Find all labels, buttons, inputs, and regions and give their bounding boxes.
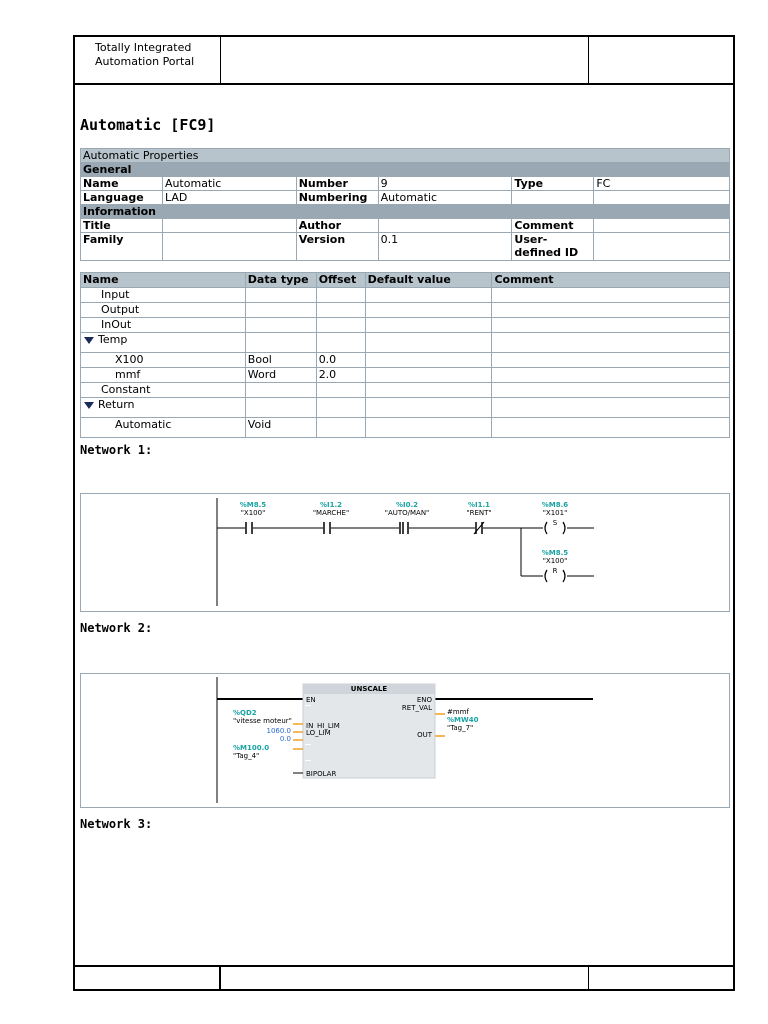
language-label: Language bbox=[81, 191, 163, 205]
network-1-diagram[interactable] bbox=[80, 493, 730, 612]
general-section-title: General bbox=[81, 163, 730, 177]
user-defined-id-label: User-defined ID bbox=[512, 233, 594, 261]
version-value: 0.1 bbox=[378, 233, 512, 261]
network-1-title: Network 1: bbox=[80, 443, 153, 457]
header-app-name bbox=[75, 37, 221, 83]
network-2-diagram[interactable] bbox=[80, 673, 730, 808]
footer-right-cell bbox=[589, 967, 733, 989]
row-default bbox=[365, 383, 492, 398]
block-title: Automatic [FC9] bbox=[80, 116, 216, 134]
row-offset: 0.0 bbox=[316, 353, 365, 368]
name-label: Name bbox=[81, 177, 163, 191]
hi-lim-value: 1060.0 bbox=[266, 727, 291, 735]
row-comment bbox=[492, 398, 730, 418]
contact-1-tag: "X100" bbox=[240, 509, 266, 517]
family-value bbox=[162, 233, 296, 261]
network-2-title: Network 2: bbox=[80, 621, 153, 635]
row-comment bbox=[492, 318, 730, 333]
ret-val-tag: #mmf bbox=[447, 708, 469, 716]
pin-slot bbox=[305, 760, 311, 761]
pin-bipolar: BIPOLAR bbox=[306, 770, 337, 778]
contact-3-address: %I0.2 bbox=[395, 501, 419, 509]
row-name: Input bbox=[81, 288, 246, 303]
in-tag: "vitesse moteur" bbox=[233, 717, 292, 725]
unscale-block[interactable] bbox=[303, 684, 435, 778]
row-default bbox=[365, 368, 492, 383]
page-header bbox=[75, 37, 733, 85]
page-footer bbox=[75, 965, 733, 989]
row-comment bbox=[492, 288, 730, 303]
row-default bbox=[365, 333, 492, 353]
row-offset bbox=[316, 398, 365, 418]
row-default bbox=[365, 418, 492, 438]
footer-left-cell bbox=[75, 967, 221, 989]
row-name: Temp bbox=[98, 333, 128, 346]
contact-nc-rent[interactable] bbox=[466, 501, 491, 534]
contact-2-tag: "MARCHE" bbox=[312, 509, 350, 517]
network-2-ladder bbox=[81, 674, 731, 809]
table-row bbox=[81, 368, 730, 383]
properties-section-title: Automatic Properties bbox=[81, 149, 730, 163]
pin-out: OUT bbox=[417, 731, 432, 739]
pin-hi-lim: HI_LIM bbox=[317, 722, 340, 730]
out-tag: "Tag_7" bbox=[447, 724, 474, 732]
row-offset: 2.0 bbox=[316, 368, 365, 383]
pin-slot bbox=[305, 744, 311, 745]
row-comment bbox=[492, 303, 730, 318]
coil-2-tag: "X100" bbox=[542, 557, 568, 565]
coil-reset-x100[interactable] bbox=[542, 549, 569, 582]
row-comment bbox=[492, 368, 730, 383]
contact-1-address: %M8.5 bbox=[239, 501, 267, 509]
row-type: Bool bbox=[245, 353, 316, 368]
row-name: Return bbox=[98, 398, 135, 411]
title-label: Title bbox=[81, 219, 163, 233]
row-type: Void bbox=[245, 418, 316, 438]
row-offset bbox=[316, 318, 365, 333]
col-header-name: Name bbox=[81, 273, 246, 288]
contact-no-marche[interactable] bbox=[313, 501, 349, 534]
row-default bbox=[365, 288, 492, 303]
row-type bbox=[245, 333, 316, 353]
row-name-temp bbox=[81, 333, 246, 353]
pin-ret-val: RET_VAL bbox=[401, 704, 432, 712]
family-label: Family bbox=[81, 233, 163, 261]
empty-cell bbox=[594, 191, 730, 205]
number-label: Number bbox=[296, 177, 378, 191]
row-default bbox=[365, 303, 492, 318]
row-offset bbox=[316, 288, 365, 303]
row-default bbox=[365, 353, 492, 368]
empty-cell bbox=[512, 191, 594, 205]
properties-table bbox=[80, 148, 730, 261]
col-header-offset: Offset bbox=[316, 273, 365, 288]
row-name: InOut bbox=[81, 318, 246, 333]
table-row bbox=[81, 383, 730, 398]
row-comment bbox=[492, 383, 730, 398]
app-name-line2: Automation Portal bbox=[95, 55, 195, 68]
contact-3-tag: "AUTO/MAN" bbox=[384, 509, 430, 517]
type-label: Type bbox=[512, 177, 594, 191]
numbering-label: Numbering bbox=[296, 191, 378, 205]
author-value bbox=[378, 219, 512, 233]
name-value: Automatic bbox=[162, 177, 296, 191]
comment-label: Comment bbox=[512, 219, 594, 233]
out-address: %MW40 bbox=[447, 716, 479, 724]
block-name: UNSCALE bbox=[350, 685, 388, 693]
language-value: LAD bbox=[162, 191, 296, 205]
contact-4-tag: "RENT" bbox=[466, 509, 492, 517]
row-offset bbox=[316, 303, 365, 318]
in-address: %QD2 bbox=[233, 709, 257, 717]
footer-middle-cell bbox=[221, 967, 589, 989]
bipolar-tag: "Tag_4" bbox=[233, 752, 260, 760]
row-type bbox=[245, 383, 316, 398]
table-row bbox=[81, 288, 730, 303]
app-name-line1: Totally Integrated bbox=[95, 41, 192, 54]
pin-in: IN bbox=[306, 722, 314, 730]
table-row bbox=[81, 418, 730, 438]
header-middle-cell bbox=[221, 37, 589, 83]
collapse-triangle-icon[interactable] bbox=[84, 337, 94, 344]
pin-en: EN bbox=[306, 696, 316, 704]
row-offset bbox=[316, 333, 365, 353]
row-default bbox=[365, 318, 492, 333]
row-type bbox=[245, 303, 316, 318]
lo-lim-value: 0.0 bbox=[279, 735, 291, 743]
row-name: Output bbox=[81, 303, 246, 318]
contact-no-auto-man[interactable] bbox=[385, 501, 430, 534]
table-row bbox=[81, 318, 730, 333]
comment-value bbox=[594, 219, 730, 233]
user-defined-id-value bbox=[594, 233, 730, 261]
type-value: FC bbox=[594, 177, 730, 191]
coil-set-x101[interactable] bbox=[542, 501, 569, 534]
row-default bbox=[365, 398, 492, 418]
network-1-ladder bbox=[81, 494, 731, 613]
col-header-default-value: Default value bbox=[365, 273, 492, 288]
contact-no-x100[interactable] bbox=[240, 501, 267, 534]
row-name: mmf bbox=[81, 368, 246, 383]
information-section-title: Information bbox=[81, 205, 730, 219]
number-value: 9 bbox=[378, 177, 512, 191]
row-name: X100 bbox=[81, 353, 246, 368]
row-name-return bbox=[81, 398, 246, 418]
row-comment bbox=[492, 333, 730, 353]
coil-2-type: R bbox=[552, 567, 558, 575]
row-type: Word bbox=[245, 368, 316, 383]
pin-eno: ENO bbox=[416, 696, 432, 704]
row-type bbox=[245, 288, 316, 303]
bipolar-address: %M100.0 bbox=[233, 744, 270, 752]
header-right-cell bbox=[589, 37, 733, 83]
author-label: Author bbox=[296, 219, 378, 233]
row-name: Automatic bbox=[81, 418, 246, 438]
coil-1-address: %M8.6 bbox=[541, 501, 569, 509]
pin-slot bbox=[305, 705, 311, 706]
row-type bbox=[245, 398, 316, 418]
row-type bbox=[245, 318, 316, 333]
coil-1-tag: "X101" bbox=[542, 509, 568, 517]
coil-1-type: S bbox=[552, 519, 558, 527]
coil-2-address: %M8.5 bbox=[541, 549, 569, 557]
table-row bbox=[81, 353, 730, 368]
interface-table bbox=[80, 272, 730, 438]
row-comment bbox=[492, 418, 730, 438]
table-row bbox=[81, 398, 730, 418]
row-comment bbox=[492, 353, 730, 368]
row-name: Constant bbox=[81, 383, 246, 398]
table-row bbox=[81, 333, 730, 353]
row-offset bbox=[316, 418, 365, 438]
version-label: Version bbox=[296, 233, 378, 261]
numbering-value: Automatic bbox=[378, 191, 512, 205]
contact-4-address: %I1.1 bbox=[467, 501, 491, 509]
pin-lo-lim: LO_LIM bbox=[306, 729, 331, 737]
row-offset bbox=[316, 383, 365, 398]
title-value bbox=[162, 219, 296, 233]
col-header-data-type: Data type bbox=[245, 273, 316, 288]
collapse-triangle-icon[interactable] bbox=[84, 402, 94, 409]
table-row bbox=[81, 303, 730, 318]
contact-2-address: %I1.2 bbox=[319, 501, 343, 509]
col-header-comment: Comment bbox=[492, 273, 730, 288]
network-3-title: Network 3: bbox=[80, 817, 153, 831]
